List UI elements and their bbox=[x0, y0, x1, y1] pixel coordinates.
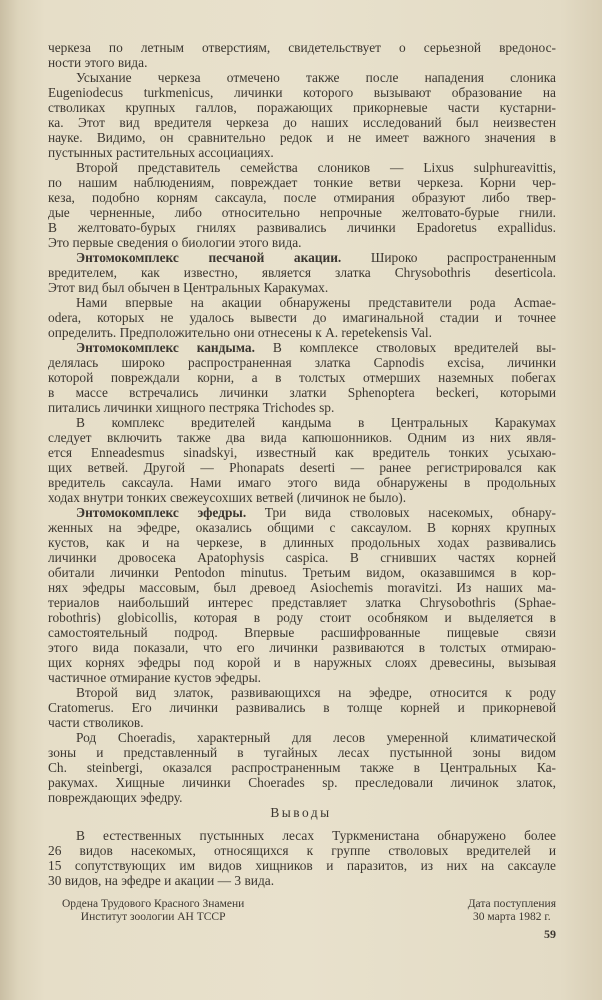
section-heading-conclusions: Выводы bbox=[270, 805, 332, 820]
paragraph bbox=[48, 70, 556, 160]
line-text: В естественных пустынных лесах Туркменистана обнаружено более bbox=[76, 828, 556, 843]
text-line bbox=[48, 40, 556, 55]
text-line bbox=[48, 190, 556, 205]
line-text: Усыхание черкеза отмечено также после нападения слоника bbox=[76, 70, 556, 85]
line-text: части стволиков. bbox=[48, 715, 144, 730]
text-line bbox=[48, 490, 556, 505]
line-text: Ch. steinbergi, оказался распространенным также в Центральных Ка- bbox=[48, 760, 556, 775]
text-line bbox=[48, 445, 556, 460]
text-line bbox=[48, 100, 556, 115]
line-text: Cratomerus. Его личинки развивались в толще корней и прикорневой bbox=[48, 700, 556, 715]
text-line bbox=[48, 610, 556, 625]
article-body bbox=[48, 40, 556, 805]
institution-affiliation bbox=[62, 898, 244, 924]
line-text: Род Choeradis, характерный для лесов умеренной климатической bbox=[76, 730, 556, 745]
line-text: Три вида стволовых насекомых, обнару- bbox=[246, 505, 556, 520]
line-text: науке. Видимо, он сравнительно редок и не имеет важного значения в bbox=[48, 130, 556, 145]
line-text: odera, которых не удалось вывести до имагинальной стадии и точнее bbox=[48, 310, 556, 325]
line-text: обитали личинки Pentodon minutus. Третьим видом, оказавшимся в кор- bbox=[48, 565, 556, 580]
text-line bbox=[48, 250, 556, 265]
paragraph bbox=[48, 250, 556, 295]
line-text: кеза, подобно корням саксаула, после отмирания образуют либо твер- bbox=[48, 190, 556, 205]
received-date bbox=[468, 898, 556, 924]
text-line bbox=[48, 265, 556, 280]
text-line bbox=[48, 415, 556, 430]
paragraph bbox=[48, 685, 556, 730]
text-line bbox=[48, 700, 556, 715]
line-text: териалов наибольший интерес представляет златка Chrysobothris (Sphae- bbox=[48, 595, 556, 610]
text-line bbox=[48, 310, 556, 325]
line-text: определить. Предположительно они отнесены к A. repetekensis Val. bbox=[48, 325, 432, 340]
line-text: частичное отмирание кустов эфедры. bbox=[48, 670, 261, 685]
text-line bbox=[48, 325, 556, 340]
text-line bbox=[48, 550, 556, 565]
text-line bbox=[48, 745, 556, 760]
line-text: Широко распространенным bbox=[341, 250, 556, 265]
line-text: нях эфедры массовым, был древоед Asiochemis moravitzi. Из наших ма- bbox=[48, 580, 556, 595]
line-text: ходах внутри тонких свежеусохших ветвей (личинок не было). bbox=[48, 490, 407, 505]
text-line bbox=[48, 760, 556, 775]
text-line bbox=[48, 625, 556, 640]
text-line bbox=[48, 505, 556, 520]
text-line bbox=[48, 55, 556, 70]
text-line bbox=[48, 715, 556, 730]
text-line bbox=[48, 205, 556, 220]
text-line bbox=[48, 670, 556, 685]
line-text: robothris) globicollis, которая в роду стоит особняком и выделяется в bbox=[48, 610, 556, 625]
line-text: питались личинки хищного пестряка Trichodes sp. bbox=[48, 400, 335, 415]
line-text: зоны и представленный в тугайных лесах пустынной зоны видом bbox=[48, 745, 556, 760]
line-text: Это первые сведения о биологии этого вида. bbox=[48, 235, 302, 250]
line-text: Этот вид был обычен в Центральных Каракумах. bbox=[48, 280, 329, 295]
line-text: 30 видов, на эфедре и акации — 3 вида. bbox=[48, 873, 275, 888]
line-text: самостоятельный подрод. Впервые расшифрованные пищевые связи bbox=[48, 625, 556, 640]
text-line bbox=[48, 873, 556, 888]
text-line bbox=[48, 535, 556, 550]
line-text: Второй представитель семейства слоников — Lixus sulphureavittis, bbox=[76, 160, 556, 175]
line-text: делялась широко распространенная златка Capnodis excisa, личинки bbox=[48, 355, 556, 370]
text-line bbox=[48, 685, 556, 700]
line-text: следует включить также два вида капюшонников. Одним из них явля- bbox=[48, 430, 556, 445]
text-line bbox=[48, 730, 556, 745]
text-line bbox=[48, 828, 556, 843]
paragraph-lead-heading: Энтомокомплекс песчаной акации. bbox=[76, 250, 342, 265]
paragraph bbox=[48, 160, 556, 250]
text-line bbox=[48, 843, 556, 858]
paragraph bbox=[48, 340, 556, 415]
line-text: Нами впервые на акации обнаружены представители рода Acmae- bbox=[76, 295, 556, 310]
text-line bbox=[48, 175, 556, 190]
line-text: которой повреждали корни, а в толстых отмерших наземных побегах bbox=[48, 370, 556, 385]
text-line bbox=[48, 295, 556, 310]
line-text: кустов, как и на черкезе, в длинных продольных ходах развивались bbox=[48, 535, 556, 550]
text-line bbox=[48, 385, 556, 400]
paragraph bbox=[48, 505, 556, 685]
line-text: этого вида показали, что его личинки развиваются в толстых отмираю- bbox=[48, 640, 556, 655]
text-line bbox=[48, 70, 556, 85]
line-text: В комплексе стволовых вредителей вы- bbox=[254, 340, 556, 355]
text-line bbox=[48, 475, 556, 490]
text-line bbox=[48, 355, 556, 370]
line-text: Eugeniodecus turkmenicus, личинки которого вызывают образование на bbox=[48, 85, 556, 100]
line-text: пустынных растительных ассоциациях. bbox=[48, 145, 274, 160]
text-line bbox=[48, 460, 556, 475]
paragraph bbox=[48, 415, 556, 505]
line-text: повреждающих эфедру. bbox=[48, 790, 183, 805]
page-number: 59 bbox=[544, 927, 556, 941]
line-text: вредитель саксаула. Нами имаго этого вида обнаружены в продольных bbox=[48, 475, 556, 490]
paragraph-lead-heading: Энтомокомплекс эфедры. bbox=[76, 505, 247, 520]
text-line bbox=[48, 340, 556, 355]
received-label: Дата поступления bbox=[467, 898, 556, 910]
text-line bbox=[48, 430, 556, 445]
line-text: ности этого вида. bbox=[48, 55, 148, 70]
text-line bbox=[48, 280, 556, 295]
line-text: в массе встречались личинки златки Sphenoptera beckeri, которыми bbox=[48, 385, 556, 400]
text-line bbox=[48, 160, 556, 175]
text-line bbox=[48, 790, 556, 805]
line-text: по нашим наблюдениям, повреждает тонкие ветви черкеза. Корни чер- bbox=[48, 175, 556, 190]
text-line bbox=[48, 115, 556, 130]
line-text: Второй вид златок, развивающихся на эфедре, относится к роду bbox=[76, 685, 556, 700]
line-text: стволиках крупных галлов, поражающих прикорневые части кустарни- bbox=[48, 100, 556, 115]
line-text: В комплекс вредителей кандыма в Центральных Каракумах bbox=[76, 415, 556, 430]
line-text: черкеза по летным отверстиям, свидетельствует о серьезной вредонос- bbox=[48, 40, 556, 55]
text-line bbox=[48, 595, 556, 610]
text-line bbox=[48, 858, 556, 873]
line-text: В желтовато-бурых гнилях развивались личинки Epadoretus expallidus. bbox=[48, 220, 556, 235]
line-text: 26 видов насекомых, относящихся к группе стволовых вредителей и bbox=[48, 843, 556, 858]
line-text: дые черненные, либо относительно непрочные желтовато-бурые гнили. bbox=[48, 205, 556, 220]
line-text: щих ветвей. Другой — Phonapats deserti — ранее регистрировался как bbox=[48, 460, 556, 475]
text-line bbox=[48, 655, 556, 670]
line-text: ется Enneadesmus sinadskyi, известный как вредитель тонких усыхаю- bbox=[48, 445, 556, 460]
paragraph bbox=[48, 730, 556, 805]
line-text: женных на эфедре, оказались общими с саксаулом. В корнях крупных bbox=[48, 520, 556, 535]
line-text: вредителем, как известно, является златка Chrysobothris deserticola. bbox=[48, 265, 556, 280]
institution-line: Институт зоологии АН ТССР bbox=[80, 911, 226, 923]
line-text: ка. Этот вид вредителя черкеза до наших исследований был неизвестен bbox=[48, 115, 556, 130]
text-line bbox=[48, 235, 556, 250]
text-line bbox=[48, 130, 556, 145]
paragraph bbox=[48, 40, 556, 70]
text-line bbox=[48, 775, 556, 790]
text-line bbox=[48, 220, 556, 235]
line-text: ракумах. Хищные личинки Choerades sp. преследовали личинок златок, bbox=[48, 775, 556, 790]
paragraph-lead-heading: Энтомокомплекс кандыма. bbox=[76, 340, 255, 355]
line-text: щих корнях эфедры под корой и в наружных слоях древесины, вызывая bbox=[48, 655, 556, 670]
text-line bbox=[48, 145, 556, 160]
text-line bbox=[48, 520, 556, 535]
conclusions-paragraph bbox=[48, 828, 556, 888]
text-line bbox=[48, 640, 556, 655]
institution-line: Ордена Трудового Красного Знамени bbox=[62, 898, 245, 910]
text-line bbox=[48, 85, 556, 100]
line-text: 15 сопутствующих им видов хищников и паразитов, из них на саксауле bbox=[48, 858, 556, 873]
text-line bbox=[48, 400, 556, 415]
paragraph bbox=[48, 295, 556, 340]
line-text: личинки дровосека Apatophysis caspica. В сгнивших частях корней bbox=[48, 550, 556, 565]
text-line bbox=[48, 580, 556, 595]
text-line bbox=[48, 370, 556, 385]
text-line bbox=[48, 565, 556, 580]
received-value: 30 марта 1982 г. bbox=[473, 911, 551, 923]
